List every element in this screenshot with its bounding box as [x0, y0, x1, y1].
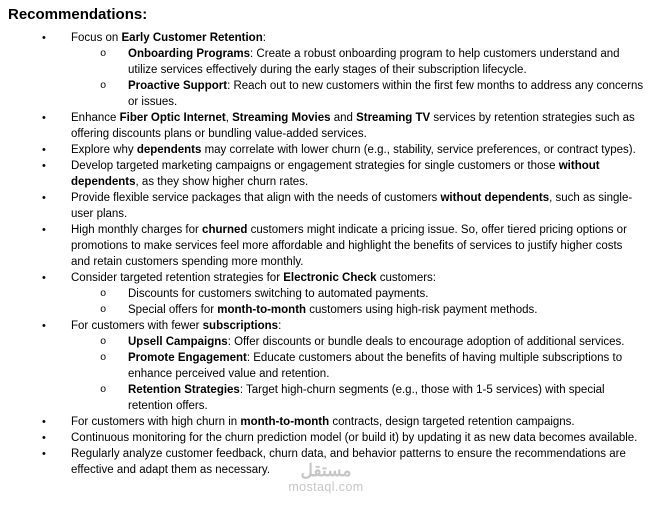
list-item-text: For customers with high churn in month-to-month contracts, design targeted retention campaigns.: [71, 416, 575, 428]
bullet-disc-icon: •: [42, 192, 46, 204]
list-item: [8, 302, 644, 318]
list-item-text: Retention Strategies: Target high-churn segments (e.g., those with 1-5 services) with special retention offers.: [128, 384, 605, 412]
list-item: [8, 158, 644, 190]
list-item-text: Upsell Campaigns: Offer discounts or bundle deals to encourage adoption of additional services.: [128, 336, 625, 348]
bullet-disc-icon: •: [42, 224, 46, 236]
list-item: [8, 334, 644, 350]
list-item-text: Develop targeted marketing campaigns or engagement strategies for single customers or those without dependents, as they show higher churn rates.: [71, 160, 600, 188]
page-title: Recommendations:: [8, 6, 148, 23]
list-item-text: Proactive Support: Reach out to new customers within the first few months to address any concerns or issues.: [128, 80, 644, 108]
bullet-disc-icon: •: [42, 320, 46, 332]
bullet-disc-icon: •: [42, 416, 46, 428]
list-item-text: Regularly analyze customer feedback, churn data, and behavior patterns to ensure the recommendations are effective and adapt them as necessary.: [71, 448, 626, 476]
list-item: [8, 110, 644, 142]
list-item-text: Continuous monitoring for the churn prediction model (or build it) by updating it as new data becomes available.: [71, 432, 638, 444]
mostaql-logo-icon: مستقل: [300, 461, 352, 480]
recommendations-list: [8, 30, 644, 478]
bullet-disc-icon: •: [42, 112, 46, 124]
list-item: [8, 46, 644, 78]
list-item: [8, 318, 644, 334]
list-item-text: Consider targeted retention strategies for Electronic Check customers:: [71, 272, 436, 284]
list-item: [8, 382, 644, 414]
list-item: [8, 286, 644, 302]
list-item: [8, 414, 644, 430]
list-item: [8, 190, 644, 222]
bullet-circle-icon: o: [100, 304, 107, 316]
list-item-text: Onboarding Programs: Create a robust onboarding program to help customers understand and utilize services effectively during the early stages of their subscription lifecycle.: [128, 48, 620, 76]
bullet-disc-icon: •: [42, 448, 46, 460]
bullet-circle-icon: o: [100, 336, 107, 348]
list-item: [8, 350, 644, 382]
list-item: [8, 446, 644, 478]
list-item: [8, 78, 644, 110]
list-item-text: For customers with fewer subscriptions:: [71, 320, 282, 332]
list-item: [8, 222, 644, 270]
bullet-disc-icon: •: [42, 32, 46, 44]
watermark-site-text: mostaql.com: [288, 480, 364, 494]
list-item-text: High monthly charges for churned customers might indicate a pricing issue. So, offer tiered pricing options or promotions to make services feel more affordable and highlight the benefits of services to justify higher costs and retain customers spending more monthly.: [71, 224, 627, 268]
bullet-circle-icon: o: [100, 80, 107, 92]
bullet-disc-icon: •: [42, 144, 46, 156]
bullet-circle-icon: o: [100, 288, 107, 300]
list-item-text: Provide flexible service packages that align with the needs of customers without dependents, such as single-user plans.: [71, 192, 633, 220]
list-item: [8, 142, 644, 158]
list-item-text: Promote Engagement: Educate customers about the benefits of having multiple subscriptions to enhance perceived value and retention.: [128, 352, 623, 380]
list-item: [8, 270, 644, 286]
list-item-text: Focus on Early Customer Retention:: [71, 32, 266, 44]
bullet-circle-icon: o: [100, 48, 107, 60]
bullet-disc-icon: •: [42, 272, 46, 284]
list-item: [8, 430, 644, 446]
bullet-circle-icon: o: [100, 384, 107, 396]
bullet-disc-icon: •: [42, 432, 46, 444]
list-item: [8, 30, 644, 46]
bullet-disc-icon: •: [42, 160, 46, 172]
list-item-text: Discounts for customers switching to automated payments.: [128, 288, 429, 300]
list-item-text: Enhance Fiber Optic Internet, Streaming Movies and Streaming TV services by retention strategies such as offering discounts plans or bundling value-added services.: [71, 112, 635, 140]
bullet-circle-icon: o: [100, 352, 107, 364]
list-item-text: Special offers for month-to-month customers using high-risk payment methods.: [128, 304, 538, 316]
list-item-text: Explore why dependents may correlate with lower churn (e.g., stability, service preferences, or contract types).: [71, 144, 636, 156]
